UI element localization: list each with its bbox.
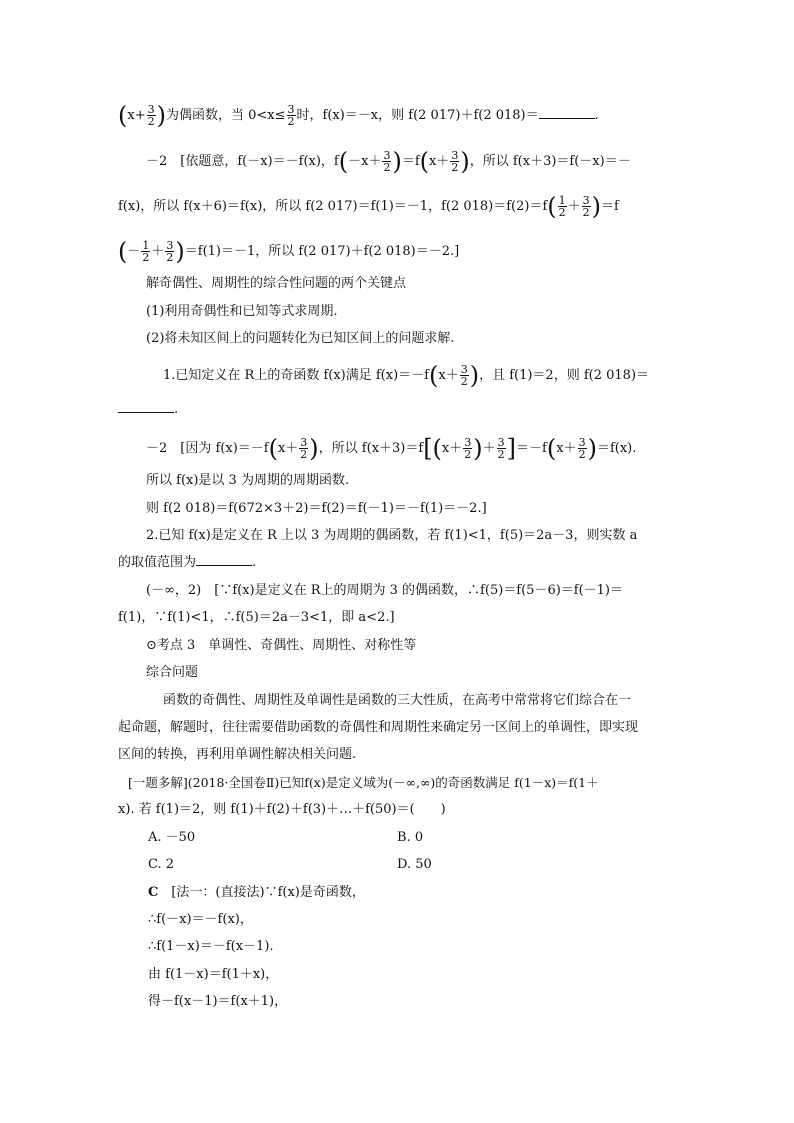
option-a: A. －50	[148, 830, 196, 845]
text: －2 [依题意，f(－x)＝－f(x)，f	[146, 154, 339, 169]
denominator: 2	[287, 115, 295, 128]
paren-open: (	[118, 237, 128, 266]
fraction	[463, 437, 472, 460]
example-question-cont: x). 若 f(1)＝2，则 f(1)＋f(2)＋f(3)＋…＋f(50)＝( )	[118, 802, 446, 817]
line-2	[146, 147, 631, 176]
text: [法一：(直接法)∵f(x)是奇函数，	[158, 885, 365, 900]
paren-open: (	[547, 192, 557, 221]
denominator: 2	[166, 251, 174, 264]
fraction	[147, 104, 156, 127]
bracket-open: [(	[423, 434, 442, 463]
key-point-2: (2)将未知区间上的问题转化为已知区间上的问题求解.	[146, 331, 455, 346]
numerator: 3	[451, 149, 459, 162]
key-point-1: (1)利用奇偶性和已知等式求周期.	[146, 304, 338, 319]
numerator: 3	[300, 436, 308, 449]
exercise-2: 2.已知 f(x)是定义在 R 上以 3 为周期的偶函数，若 f(1)<1，f(5)＝2a－3，则实数 a	[146, 528, 638, 543]
paren-close: )	[392, 147, 402, 176]
answer-blank	[196, 553, 252, 566]
section-heading: ⊙考点 3 单调性、奇偶性、周期性、对称性等	[146, 638, 417, 653]
numerator: 1	[142, 239, 150, 252]
fraction	[582, 195, 591, 218]
option-c: C. 2	[148, 857, 175, 872]
text: .	[252, 555, 257, 570]
text: ＋	[567, 199, 581, 214]
text: .	[174, 402, 179, 417]
text: ，所以 f(x＋3)＝f	[318, 441, 424, 456]
paragraph-line: 起命题，解题时，往往需要借助函数的奇偶性和周期性来确定另一区间上的单调性，即实现	[118, 720, 639, 735]
text: ＝－f	[516, 441, 547, 456]
paren-close: )	[587, 434, 597, 463]
text: ＝f(x).	[596, 441, 637, 456]
numerator: 3	[147, 103, 155, 116]
answer-blank	[539, 106, 595, 119]
exercise-1	[163, 361, 650, 390]
numerator: 3	[383, 149, 391, 162]
text: ＝f	[601, 199, 619, 214]
fraction	[141, 240, 150, 263]
paragraph-line: 区间的转换，再利用单调性解决相关问题.	[118, 747, 357, 762]
solution-start	[148, 883, 365, 903]
paren-open: (	[268, 434, 278, 463]
text: x＋	[556, 441, 577, 456]
text: 时，f(x)＝－x，则 f(2 017)＋f(2 018)＝	[296, 108, 539, 123]
text: 1.已知定义在 R上的奇函数 f(x)满足 f(x)＝－f	[163, 368, 429, 383]
numerator: 3	[166, 239, 174, 252]
paren-close: )	[473, 434, 483, 463]
text: ＋	[151, 244, 165, 259]
text: ，且 f(1)＝2，则 f(2 018)＝	[479, 368, 650, 383]
numerator: 3	[464, 436, 472, 449]
text: ＋	[482, 441, 496, 456]
text: 为偶函数，当 0<x≤	[165, 108, 286, 123]
fraction	[460, 364, 469, 387]
denominator: 2	[451, 161, 459, 174]
text: x＋	[441, 441, 463, 456]
text: ，所以 f(x＋3)＝f(－x)＝－	[469, 154, 631, 169]
denominator: 2	[460, 375, 468, 388]
exercise-1-blank-line	[118, 400, 178, 420]
denominator: 2	[147, 115, 155, 128]
paren-close: )	[309, 434, 319, 463]
numerator: 3	[582, 194, 590, 207]
text: x+	[127, 108, 146, 123]
solution-line: 所以 f(x)是以 3 为周期的周期函数.	[146, 473, 350, 488]
key-points-heading: 解奇偶性、周期性的综合性问题的两个关键点	[146, 276, 407, 291]
option-b: B. 0	[397, 830, 424, 845]
denominator: 2	[582, 206, 590, 219]
denominator: 2	[497, 448, 505, 461]
bracket-close: ]	[506, 434, 517, 463]
exercise-2-solution: (－∞，2) [∵f(x)是定义在 R上的周期为 3 的偶函数，∴f(5)＝f(5－6)＝f(－1)＝	[146, 583, 624, 598]
numerator: 3	[460, 363, 468, 376]
numerator: 3	[578, 436, 586, 449]
text: ＝f	[401, 154, 420, 169]
paren-open: (	[118, 101, 128, 130]
fraction	[287, 104, 296, 127]
paren-open: (	[338, 147, 349, 176]
example-question: [一题多解](2018·全国卷Ⅱ)已知f(x)是定义域为(－∞,∞)的奇函数满足 f(1－x)＝f(1＋	[128, 775, 599, 790]
solution-step: 得－f(x－1)＝f(x＋1)，	[148, 994, 288, 1009]
answer-blank	[118, 400, 174, 413]
text: －x＋	[348, 154, 382, 169]
paren-open: (	[419, 147, 430, 176]
line-1	[118, 101, 599, 130]
text: 的取值范围为	[118, 555, 197, 570]
denominator: 2	[464, 448, 472, 461]
text: x＋	[438, 368, 459, 383]
fraction	[382, 150, 391, 173]
solution-line: 则 f(2 018)＝f(672×3＋2)＝f(2)＝f(－1)＝－f(1)＝－2.]	[146, 501, 487, 516]
denominator: 2	[300, 448, 308, 461]
paren-close: )	[156, 101, 166, 130]
text: x＋	[277, 441, 299, 456]
solution-step: 由 f(1－x)＝f(1＋x)，	[148, 967, 279, 982]
line-3	[118, 192, 619, 221]
text: x＋	[429, 154, 450, 169]
solution-step: ∴f(1－x)＝－f(x－1).	[148, 939, 274, 954]
numerator: 1	[558, 194, 566, 207]
fraction	[450, 150, 459, 173]
denominator: 2	[578, 448, 586, 461]
fraction	[497, 437, 506, 460]
text: f(x)，所以 f(x＋6)＝f(x)，所以 f(2 017)＝f(1)＝－1，f(2 018)＝f(2)＝f	[118, 199, 548, 214]
fraction	[558, 195, 567, 218]
fraction	[165, 240, 174, 263]
fraction	[299, 437, 308, 460]
paren-close: )	[175, 237, 185, 266]
denominator: 2	[142, 251, 150, 264]
paragraph-line: 函数的奇偶性、周期性及单调性是函数的三大性质，在高考中常常将它们综合在一	[163, 693, 632, 708]
paren-close: )	[591, 192, 602, 221]
numerator: 3	[497, 436, 505, 449]
denominator: 2	[558, 206, 566, 219]
answer-letter: C	[148, 885, 159, 900]
option-d: D. 50	[397, 857, 432, 872]
text: ＝f(1)＝－1，所以 f(2 017)＋f(2 018)＝－2.]	[184, 244, 460, 259]
text: －2 [因为 f(x)＝－f	[146, 441, 269, 456]
exercise-2-cont	[118, 553, 256, 573]
paren-close: )	[460, 147, 470, 176]
fraction	[578, 437, 587, 460]
numerator: 3	[287, 103, 295, 116]
text: －	[127, 244, 141, 259]
solution-step: ∴f(－x)＝－f(x)，	[148, 912, 253, 927]
section-heading-cont: 综合问题	[146, 665, 199, 680]
paren-open: (	[546, 434, 557, 463]
paren-close: )	[469, 361, 480, 390]
exercise-1-solution	[146, 434, 637, 463]
text: .	[594, 108, 599, 123]
exercise-2-solution-cont: f(1)，∵f(1)<1，∴f(5)＝2a－3<1，即 a<2.]	[118, 610, 395, 625]
paren-open: (	[428, 361, 439, 390]
denominator: 2	[383, 161, 391, 174]
line-4	[118, 237, 460, 266]
